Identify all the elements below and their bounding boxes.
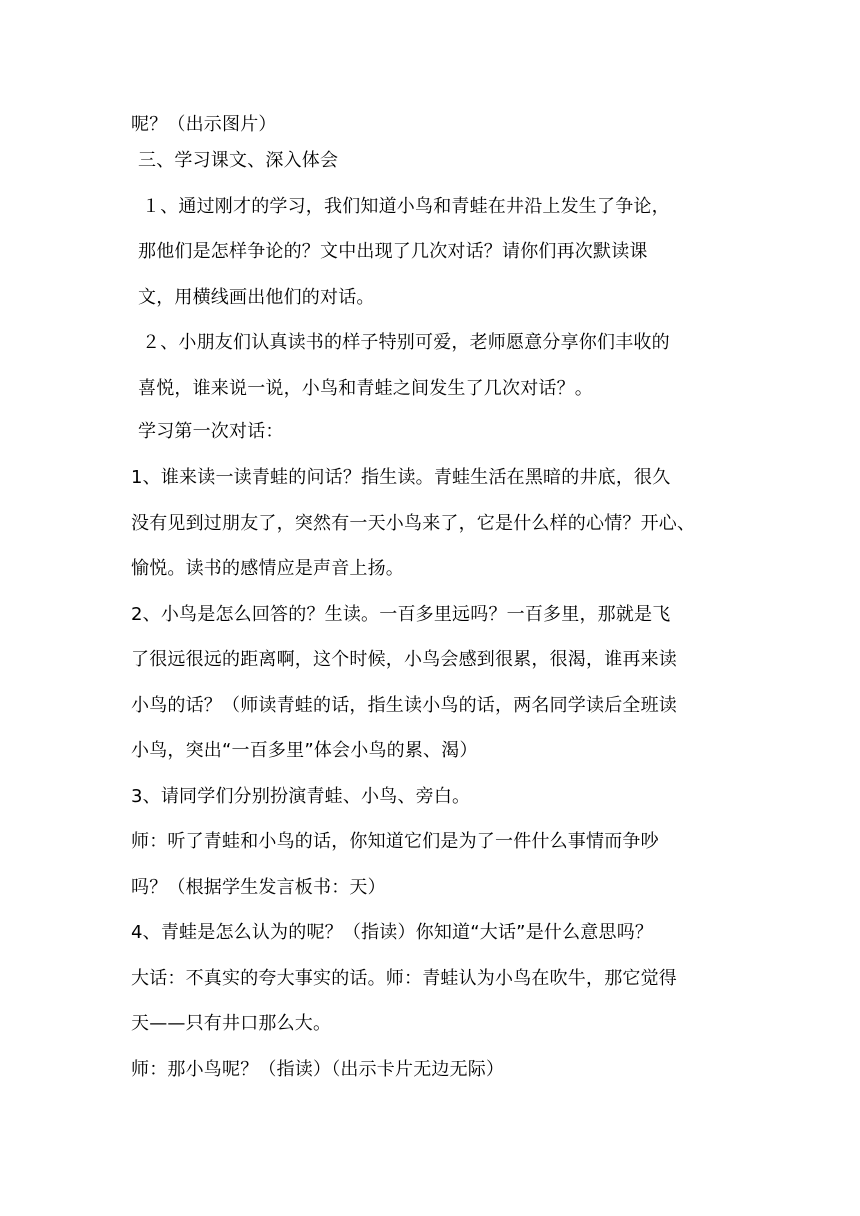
text-line: 4、青蛙是怎么认为的呢？（指读）你知道“大话”是什么意思吗？ [131,922,654,943]
text-line: 大话：不真实的夸大事实的话。师：青蛙认为小鸟在吹牛，那它觉得 [131,968,677,989]
text-line: 3、请同学们分别扮演青蛙、小鸟、旁白。 [131,786,471,807]
text-line: 没有见到过朋友了，突然有一天小鸟来了，它是什么样的心情？开心、 [131,513,696,534]
subheading: 学习第一次对话： [138,421,284,442]
text-line: 1、谁来读一读青蛙的问话？指生读。青蛙生活在黑暗的井底，很久 [131,467,671,488]
text-line: １、通过刚才的学习，我们知道小鸟和青蛙在井沿上发生了争论， [142,196,670,217]
section-heading: 三、学习课文、深入体会 [138,150,339,171]
text-line: 师：听了青蛙和小鸟的话，你知道它们是为了一件什么事情而争吵 [131,831,659,852]
text-line: 小鸟的话？（师读青蛙的话，指生读小鸟的话，两名同学读后全班读 [131,695,677,716]
text-line: 了很远很远的距离啊，这个时候，小鸟会感到很累，很渴，谁再来读 [131,649,677,670]
text-line: ２、小朋友们认真读书的样子特别可爱，老师愿意分享你们丰收的 [142,332,670,353]
text-line: 文，用横线画出他们的对话。 [138,287,375,308]
text-line: 愉悦。读书的感情应是声音上扬。 [131,558,404,579]
text-line: 喜悦，谁来说一说，小鸟和青蛙之间发生了几次对话？。 [138,378,593,399]
text-line: 2、小鸟是怎么回答的？生读。一百多里远吗？一百多里，那就是飞 [131,604,671,625]
text-line: 小鸟，突出“一百多里”体会小鸟的累、渴） [131,740,478,761]
text-line: 天——只有井口那么大。 [131,1013,332,1034]
text-line: 吗？（根据学生发言板书：天） [131,877,386,898]
text-line: 呢？（出示图片） [131,114,277,135]
text-line: 师：那小鸟呢？（指读）（出示卡片无边无际） [131,1059,505,1080]
text-line: 那他们是怎样争论的？文中出现了几次对话？请你们再次默读课 [138,241,648,262]
